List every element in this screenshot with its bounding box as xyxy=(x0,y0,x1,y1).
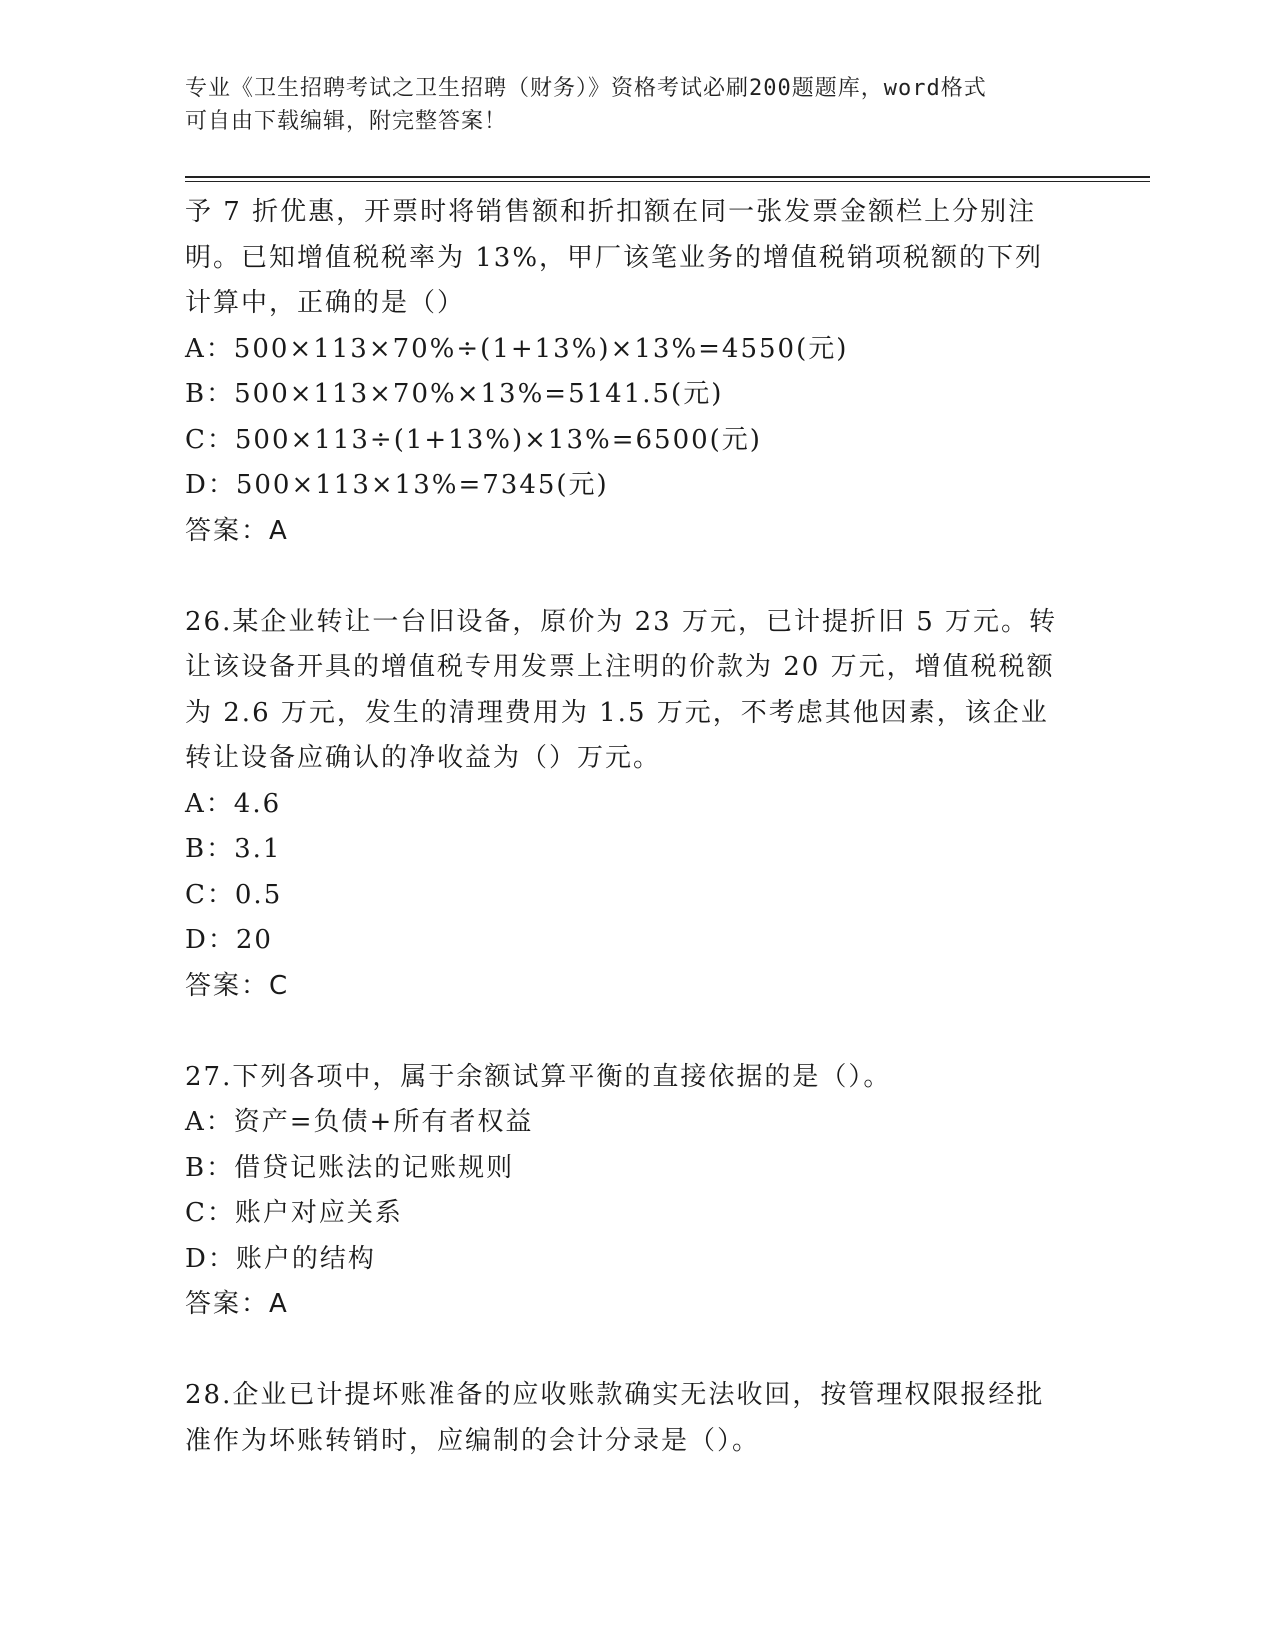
question-text-line: 27.下列各项中，属于余额试算平衡的直接依据的是（）。 xyxy=(185,1061,892,1092)
question-text-line: 26.某企业转让一台旧设备，原价为 23 万元，已计提折旧 5 万元。转 xyxy=(185,606,1058,637)
question-28 xyxy=(185,1373,1085,1464)
option-a: A：4.6 xyxy=(185,788,282,819)
option-a: A：资产=负债+所有者权益 xyxy=(185,1107,534,1137)
header-line-1: 专业《卫生招聘考试之卫生招聘（财务）》资格考试必刷200题题库，word格式 xyxy=(185,76,987,101)
option-d: D：20 xyxy=(185,925,273,955)
option-a: A：500×113×70%÷(1+13%)×13%=4550(元) xyxy=(185,333,849,364)
spacer xyxy=(185,1009,1085,1055)
answer-line: 答案：A xyxy=(185,1289,289,1319)
option-b: B：借贷记账法的记账规则 xyxy=(185,1152,515,1183)
question-26 xyxy=(185,600,1085,1010)
option-b: B：500×113×70%×13%=5141.5(元) xyxy=(185,379,724,409)
question-text-line: 明。已知增值税税率为 13%，甲厂该笔业务的增值税销项税额的下列 xyxy=(185,242,1044,273)
spacer xyxy=(185,554,1085,600)
option-d: D：500×113×13%=7345(元) xyxy=(185,470,609,500)
question-25 xyxy=(185,190,1085,554)
question-text-line: 为 2.6 万元，发生的清理费用为 1.5 万元，不考虑其他因素，该企业 xyxy=(185,697,1049,728)
option-c: C：500×113÷(1+13%)×13%=6500(元) xyxy=(185,424,762,455)
header-line-2: 可自由下载编辑，附完整答案！ xyxy=(185,109,508,134)
option-c: C：账户对应关系 xyxy=(185,1198,403,1228)
option-c: C：0.5 xyxy=(185,879,283,910)
header-divider-thick xyxy=(185,176,1150,178)
question-text-line: 予 7 折优惠，开票时将销售额和折扣额在同一张发票金额栏上分别注 xyxy=(185,197,1037,227)
question-text-line: 28.企业已计提坏账准备的应收账款确实无法收回，按管理权限报经批 xyxy=(185,1380,1045,1410)
option-b: B：3.1 xyxy=(185,834,282,864)
question-text-line: 转让设备应确认的净收益为（）万元。 xyxy=(185,743,662,773)
answer-line: 答案：C xyxy=(185,970,290,1001)
question-text-line: 让该设备开具的增值税专用发票上注明的价款为 20 万元，增值税税额 xyxy=(185,652,1055,682)
question-content xyxy=(185,190,1085,1464)
header-divider-thin xyxy=(185,181,1150,182)
question-27 xyxy=(185,1055,1085,1328)
spacer xyxy=(185,1328,1085,1374)
question-text-line: 准作为坏账转销时，应编制的会计分录是（）。 xyxy=(185,1425,761,1456)
question-text-line: 计算中，正确的是（） xyxy=(185,288,466,318)
option-d: D：账户的结构 xyxy=(185,1243,376,1274)
page-header xyxy=(185,72,1065,138)
answer-line: 答案：A xyxy=(185,515,289,546)
